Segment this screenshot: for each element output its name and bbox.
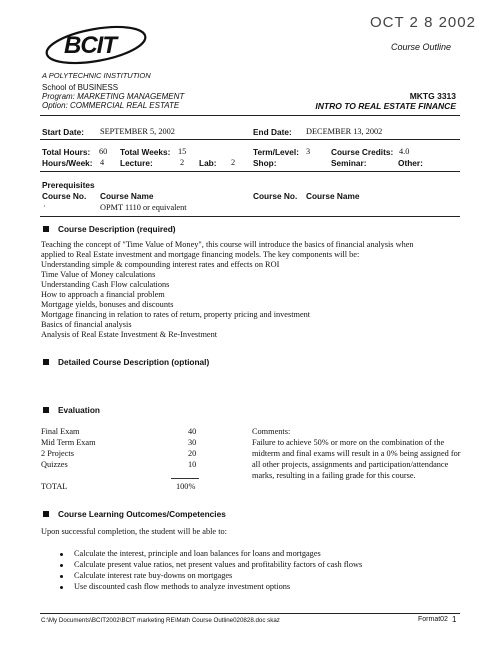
bcit-logo-wordmark: BCIT bbox=[64, 32, 116, 59]
description-line: Analysis of Real Estate Investment & Re-Investment bbox=[41, 330, 218, 339]
prereq-course-no-header-2: Course No. bbox=[253, 191, 298, 201]
footer-form-id: Format02 bbox=[418, 616, 448, 623]
dates-divider bbox=[40, 139, 460, 140]
header-divider bbox=[40, 115, 460, 116]
outcome-item: Calculate the interest, principle and loan balances for loans and mortgages bbox=[74, 549, 321, 558]
evaluation-item-weight: 40 bbox=[188, 427, 197, 436]
detailed-description-heading: Detailed Course Description (optional) bbox=[58, 357, 210, 367]
course-code: MKTG 3313 bbox=[409, 91, 456, 101]
description-line: applied to Real Estate investment and mortgage financing models. The key components will be: bbox=[41, 250, 360, 259]
prereq-course-no-header: Course No. bbox=[42, 191, 87, 201]
evaluation-item-label: Mid Term Exam bbox=[41, 438, 96, 447]
total-weeks-value: 15 bbox=[178, 147, 187, 156]
description-line: Time Value of Money calculations bbox=[41, 270, 156, 279]
evaluation-item-weight: 10 bbox=[188, 460, 197, 469]
school-name: School of BUSINESS bbox=[42, 83, 119, 92]
description-line: Mortgage yields, bonuses and discounts bbox=[41, 300, 174, 309]
description-line: How to approach a financial problem bbox=[41, 290, 165, 299]
course-description-heading: Course Description (required) bbox=[58, 224, 176, 234]
evaluation-item-weight: 30 bbox=[188, 438, 197, 447]
evaluation-comment-line: Failure to achieve 50% or more on the combination of the bbox=[252, 438, 445, 447]
outcome-item: Calculate interest rate buy-downs on mortgages bbox=[74, 571, 233, 580]
lab-value: 2 bbox=[231, 158, 236, 167]
outcome-bullet bbox=[60, 586, 63, 589]
total-weeks-label: Total Weeks: bbox=[120, 147, 171, 157]
description-line: Understanding Cash Flow calculations bbox=[41, 280, 170, 289]
received-date-stamp: OCT 2 8 2002 bbox=[370, 14, 476, 31]
evaluation-item-label: 2 Projects bbox=[41, 449, 74, 458]
term-level-label: Term/Level: bbox=[253, 147, 299, 157]
outcome-item: Use discounted cash flow methods to analyze investment options bbox=[74, 582, 291, 591]
evaluation-bullet-square bbox=[43, 407, 49, 413]
hours-per-week-value: 4 bbox=[100, 158, 105, 167]
evaluation-sum-line bbox=[171, 478, 199, 479]
description-line: Mortgage financing in relation to rates of return, property pricing and investment bbox=[41, 310, 311, 319]
prereq-course-value: OPMT 1110 or equivalent bbox=[100, 203, 187, 212]
seminar-label: Seminar: bbox=[331, 158, 367, 168]
evaluation-comment-line: midterm and final exams will result in a 0% being assigned for bbox=[252, 449, 461, 458]
footer-divider bbox=[40, 613, 460, 614]
start-date-value: SEPTEMBER 5, 2002 bbox=[100, 127, 175, 136]
description-bullet-square bbox=[43, 226, 49, 232]
prereq-divider bbox=[40, 216, 460, 217]
total-hours-label: Total Hours: bbox=[42, 147, 91, 157]
hours-per-week-label: Hours/Week: bbox=[42, 158, 93, 168]
end-date-value: DECEMBER 13, 2002 bbox=[306, 127, 383, 136]
prereq-course-name-header: Course Name bbox=[100, 191, 154, 201]
evaluation-comment-line: all other projects, assignments and participation/attendance bbox=[252, 460, 449, 469]
shop-label: Shop: bbox=[253, 158, 277, 168]
description-line: Understanding simple & compounding interest rates and effects on ROI bbox=[41, 260, 280, 269]
outcomes-bullet-square bbox=[43, 511, 49, 517]
outcome-bullet bbox=[60, 564, 63, 567]
evaluation-item-label: Final Exam bbox=[41, 427, 80, 436]
learning-outcomes-heading: Course Learning Outcomes/Competencies bbox=[58, 509, 226, 519]
lab-label: Lab: bbox=[199, 158, 217, 168]
program-option: Option: COMMERCIAL REAL ESTATE bbox=[42, 101, 180, 110]
outcome-bullet bbox=[60, 553, 63, 556]
evaluation-item-label: Quizzes bbox=[41, 460, 68, 469]
prereq-bullet: · bbox=[43, 202, 46, 211]
total-hours-value: 60 bbox=[99, 147, 108, 156]
evaluation-heading: Evaluation bbox=[58, 405, 100, 415]
evaluation-item-weight: 20 bbox=[188, 449, 197, 458]
detailed-bullet-square bbox=[43, 359, 49, 365]
document-type: Course Outline bbox=[391, 42, 452, 52]
logo-tagline: A POLYTECHNIC INSTITUTION bbox=[42, 71, 151, 80]
program-name: Program: MARKETING MANAGEMENT bbox=[42, 92, 185, 101]
footer-page-number: 1 bbox=[452, 615, 457, 624]
prereq-course-name-header-2: Course Name bbox=[306, 191, 360, 201]
description-line: Teaching the concept of "Time Value of Money", this course will introduce the basics of financial analysis when bbox=[41, 240, 414, 249]
evaluation-total-label: TOTAL bbox=[41, 482, 68, 491]
start-date-label: Start Date: bbox=[42, 127, 84, 137]
lecture-label: Lecture: bbox=[120, 158, 153, 168]
bcit-logo bbox=[42, 22, 152, 68]
course-title: INTRO TO REAL ESTATE FINANCE bbox=[315, 101, 456, 111]
course-credits-value: 4.0 bbox=[399, 147, 410, 156]
hours-divider bbox=[40, 171, 460, 172]
footer-file-path: C:\My Documents\BCIT2002\BCIT marketing RE\Math Course Outline020828.doc skaz bbox=[41, 617, 280, 624]
lecture-value: 2 bbox=[180, 158, 185, 167]
evaluation-comments-label: Comments: bbox=[252, 427, 291, 436]
term-level-value: 3 bbox=[306, 147, 311, 156]
outcome-bullet bbox=[60, 575, 63, 578]
course-credits-label: Course Credits: bbox=[331, 147, 394, 157]
end-date-label: End Date: bbox=[253, 127, 292, 137]
outcomes-intro: Upon successful completion, the student will be able to: bbox=[41, 527, 227, 536]
description-line: Basics of financial analysis bbox=[41, 320, 132, 329]
evaluation-total-value: 100% bbox=[176, 482, 196, 491]
outcome-item: Calculate present value ratios, net present values and profitability factors of cash flows bbox=[74, 560, 363, 569]
other-label: Other: bbox=[398, 158, 423, 168]
prerequisites-heading: Prerequisites bbox=[42, 180, 95, 190]
evaluation-comment-line: marks, resulting in a failing grade for this course. bbox=[252, 471, 416, 480]
